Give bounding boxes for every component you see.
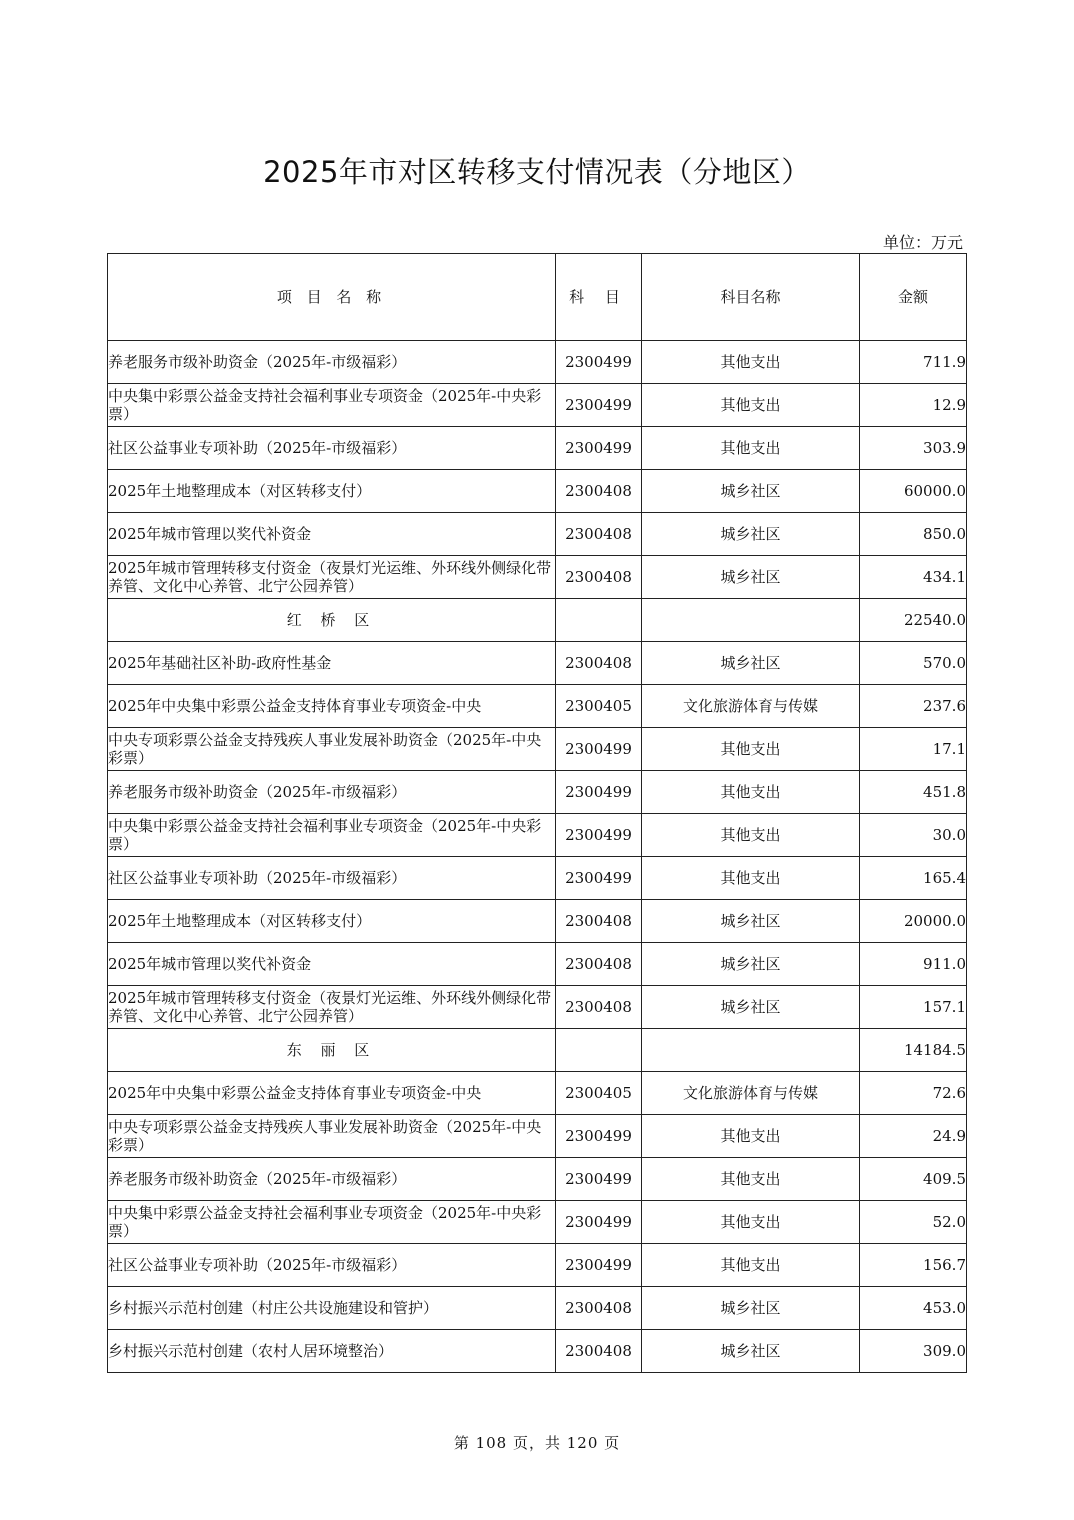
cell-project-name: 2025年城市管理转移支付资金（夜景灯光运维、外环线外侧绿化带养管、文化中心养管、北宁公园养管） <box>108 556 556 599</box>
cell-subject-code: 2300408 <box>556 556 642 599</box>
cell-subject-code: 2300499 <box>556 384 642 427</box>
cell-subject-code: 2300499 <box>556 728 642 771</box>
table-row <box>108 814 967 857</box>
cell-subject-code: 2300499 <box>556 427 642 470</box>
table-header-row <box>108 254 967 341</box>
unit-label: 单位：万元 <box>882 233 963 252</box>
cell-subject-code: 2300408 <box>556 986 642 1029</box>
transfer-payment-table <box>107 253 967 1373</box>
cell-subject-name: 文化旅游体育与传媒 <box>642 685 860 728</box>
table-row <box>108 1115 967 1158</box>
table-row <box>108 1287 967 1330</box>
cell-project-name: 乡村振兴示范村创建（村庄公共设施建设和管护） <box>108 1287 556 1330</box>
table-body <box>108 341 967 1373</box>
table-row <box>108 986 967 1029</box>
page-footer: 第 108 页，共 120 页 <box>453 1434 621 1452</box>
cell-subject-code: 2300408 <box>556 900 642 943</box>
cell-amount: 22540.0 <box>860 599 967 642</box>
table-row <box>108 470 967 513</box>
cell-amount: 17.1 <box>860 728 967 771</box>
cell-amount: 309.0 <box>860 1330 967 1373</box>
cell-project-name: 养老服务市级补助资金（2025年-市级福彩） <box>108 341 556 384</box>
cell-project-name: 中央集中彩票公益金支持社会福利事业专项资金（2025年-中央彩票） <box>108 814 556 857</box>
cell-amount: 52.0 <box>860 1201 967 1244</box>
cell-amount: 303.9 <box>860 427 967 470</box>
cell-amount: 20000.0 <box>860 900 967 943</box>
cell-amount: 30.0 <box>860 814 967 857</box>
table-row <box>108 1244 967 1287</box>
table-row <box>108 341 967 384</box>
cell-subject-name: 城乡社区 <box>642 556 860 599</box>
cell-subject-name: 城乡社区 <box>642 900 860 943</box>
cell-amount: 453.0 <box>860 1287 967 1330</box>
cell-project-name: 社区公益事业专项补助（2025年-市级福彩） <box>108 1244 556 1287</box>
cell-subject-code: 2300408 <box>556 943 642 986</box>
cell-subject-name: 其他支出 <box>642 1158 860 1201</box>
cell-subject-code: 2300499 <box>556 1158 642 1201</box>
cell-subject-name: 城乡社区 <box>642 1330 860 1373</box>
cell-project-name: 红 桥 区 <box>108 599 556 642</box>
table-row <box>108 513 967 556</box>
cell-project-name: 2025年基础社区补助-政府性基金 <box>108 642 556 685</box>
cell-project-name: 社区公益事业专项补助（2025年-市级福彩） <box>108 427 556 470</box>
cell-subject-code: 2300499 <box>556 1201 642 1244</box>
table-row <box>108 1072 967 1115</box>
table-row <box>108 857 967 900</box>
cell-subject-code: 2300408 <box>556 1287 642 1330</box>
cell-subject-name: 其他支出 <box>642 1244 860 1287</box>
region-subtotal-row <box>108 1029 967 1072</box>
cell-subject-code: 2300499 <box>556 771 642 814</box>
cell-amount: 850.0 <box>860 513 967 556</box>
header-subject-code: 科 目 <box>556 254 642 341</box>
cell-amount: 157.1 <box>860 986 967 1029</box>
table-row <box>108 943 967 986</box>
cell-subject-code: 2300499 <box>556 341 642 384</box>
table-row <box>108 427 967 470</box>
cell-project-name: 中央专项彩票公益金支持残疾人事业发展补助资金（2025年-中央彩票） <box>108 1115 556 1158</box>
cell-amount: 711.9 <box>860 341 967 384</box>
cell-project-name: 2025年城市管理转移支付资金（夜景灯光运维、外环线外侧绿化带养管、文化中心养管、北宁公园养管） <box>108 986 556 1029</box>
cell-amount: 24.9 <box>860 1115 967 1158</box>
cell-amount: 911.0 <box>860 943 967 986</box>
cell-subject-code <box>556 599 642 642</box>
cell-project-name: 2025年城市管理以奖代补资金 <box>108 513 556 556</box>
cell-subject-code: 2300499 <box>556 814 642 857</box>
cell-amount: 72.6 <box>860 1072 967 1115</box>
cell-subject-name: 其他支出 <box>642 1201 860 1244</box>
cell-project-name: 中央集中彩票公益金支持社会福利事业专项资金（2025年-中央彩票） <box>108 1201 556 1244</box>
cell-subject-code: 2300408 <box>556 513 642 556</box>
cell-subject-name: 其他支出 <box>642 728 860 771</box>
region-subtotal-row <box>108 599 967 642</box>
cell-subject-code: 2300405 <box>556 1072 642 1115</box>
cell-subject-name: 城乡社区 <box>642 986 860 1029</box>
page-title: 2025年市对区转移支付情况表（分地区） <box>263 155 811 189</box>
cell-subject-code <box>556 1029 642 1072</box>
cell-project-name: 2025年城市管理以奖代补资金 <box>108 943 556 986</box>
cell-project-name: 2025年中央集中彩票公益金支持体育事业专项资金-中央 <box>108 685 556 728</box>
cell-amount: 409.5 <box>860 1158 967 1201</box>
header-amount: 金额 <box>860 254 967 341</box>
cell-amount: 570.0 <box>860 642 967 685</box>
cell-subject-code: 2300408 <box>556 1330 642 1373</box>
header-project-name: 项 目 名 称 <box>108 254 556 341</box>
cell-project-name: 中央集中彩票公益金支持社会福利事业专项资金（2025年-中央彩票） <box>108 384 556 427</box>
cell-subject-name: 其他支出 <box>642 857 860 900</box>
cell-subject-code: 2300499 <box>556 1244 642 1287</box>
table-row <box>108 1158 967 1201</box>
table-row <box>108 900 967 943</box>
cell-subject-name: 城乡社区 <box>642 943 860 986</box>
cell-project-name: 2025年中央集中彩票公益金支持体育事业专项资金-中央 <box>108 1072 556 1115</box>
cell-subject-name: 其他支出 <box>642 427 860 470</box>
cell-subject-name: 其他支出 <box>642 771 860 814</box>
table-row <box>108 556 967 599</box>
cell-project-name: 2025年土地整理成本（对区转移支付） <box>108 470 556 513</box>
cell-subject-name: 其他支出 <box>642 384 860 427</box>
cell-amount: 14184.5 <box>860 1029 967 1072</box>
cell-amount: 12.9 <box>860 384 967 427</box>
cell-subject-name: 城乡社区 <box>642 1287 860 1330</box>
cell-amount: 237.6 <box>860 685 967 728</box>
cell-subject-name: 其他支出 <box>642 814 860 857</box>
cell-subject-code: 2300499 <box>556 857 642 900</box>
cell-project-name: 中央专项彩票公益金支持残疾人事业发展补助资金（2025年-中央彩票） <box>108 728 556 771</box>
table-row <box>108 685 967 728</box>
cell-amount: 434.1 <box>860 556 967 599</box>
cell-subject-name: 城乡社区 <box>642 642 860 685</box>
cell-subject-name: 城乡社区 <box>642 470 860 513</box>
cell-subject-code: 2300405 <box>556 685 642 728</box>
table-row <box>108 728 967 771</box>
table-row <box>108 642 967 685</box>
cell-subject-code: 2300499 <box>556 1115 642 1158</box>
header-subject-name: 科目名称 <box>642 254 860 341</box>
cell-subject-name: 其他支出 <box>642 341 860 384</box>
table-row <box>108 1201 967 1244</box>
table-row <box>108 384 967 427</box>
cell-project-name: 2025年土地整理成本（对区转移支付） <box>108 900 556 943</box>
cell-amount: 60000.0 <box>860 470 967 513</box>
cell-project-name: 东 丽 区 <box>108 1029 556 1072</box>
cell-amount: 451.8 <box>860 771 967 814</box>
cell-subject-code: 2300408 <box>556 470 642 513</box>
cell-amount: 165.4 <box>860 857 967 900</box>
table-row <box>108 771 967 814</box>
cell-subject-name: 其他支出 <box>642 1115 860 1158</box>
cell-subject-name: 城乡社区 <box>642 513 860 556</box>
cell-project-name: 社区公益事业专项补助（2025年-市级福彩） <box>108 857 556 900</box>
cell-project-name: 养老服务市级补助资金（2025年-市级福彩） <box>108 1158 556 1201</box>
cell-project-name: 乡村振兴示范村创建（农村人居环境整治） <box>108 1330 556 1373</box>
table-row <box>108 1330 967 1373</box>
cell-subject-name: 文化旅游体育与传媒 <box>642 1072 860 1115</box>
cell-subject-name <box>642 1029 860 1072</box>
cell-amount: 156.7 <box>860 1244 967 1287</box>
cell-project-name: 养老服务市级补助资金（2025年-市级福彩） <box>108 771 556 814</box>
cell-subject-name <box>642 599 860 642</box>
cell-subject-code: 2300408 <box>556 642 642 685</box>
